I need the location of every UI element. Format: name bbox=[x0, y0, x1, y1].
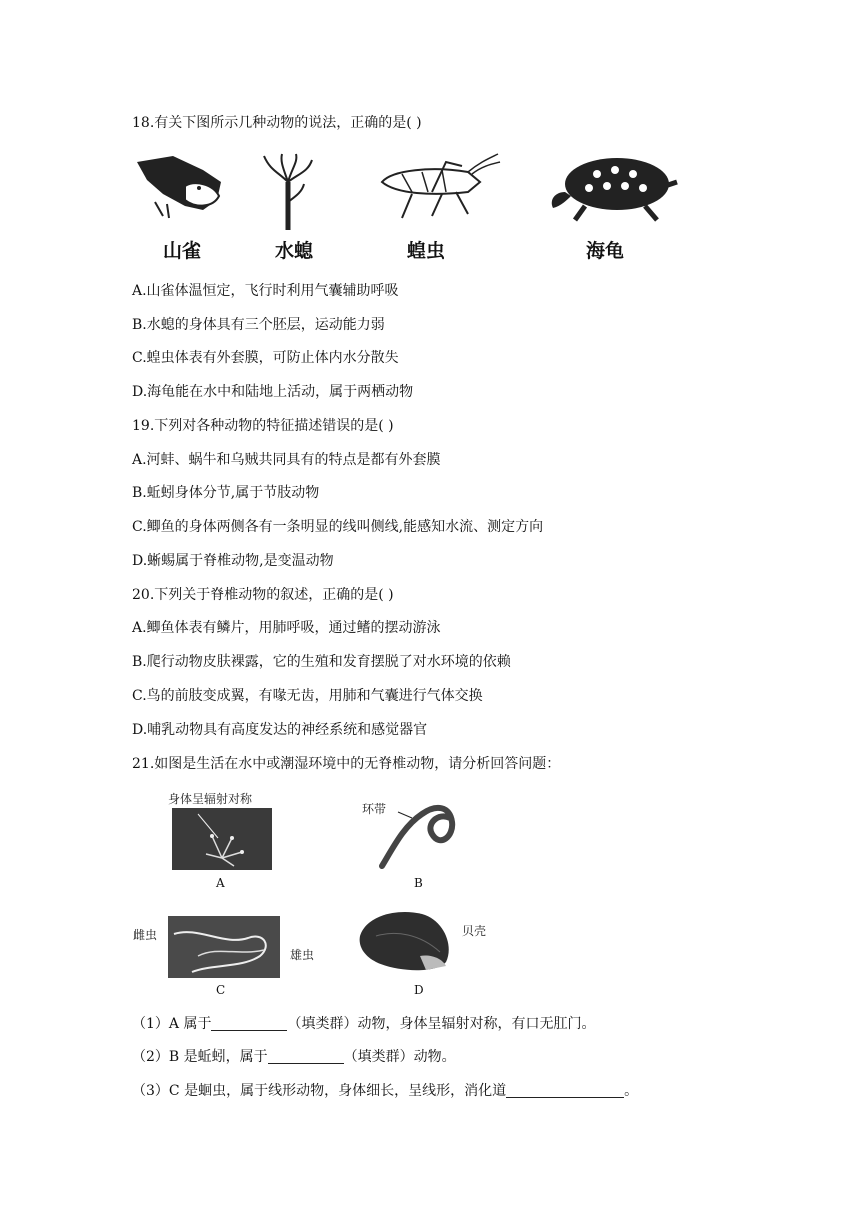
q21-sub2-suffix: （填类群）动物。 bbox=[343, 1049, 456, 1065]
fig-a-letter: A bbox=[216, 876, 225, 890]
q18-option-d: D.海龟能在水中和陆地上活动，属于两栖动物 bbox=[132, 384, 414, 400]
figure-c-roundworm-photo bbox=[168, 916, 280, 978]
q20-option-c: C.鸟的前肢变成翼，有喙无齿，用肺和气囊进行气体交换 bbox=[132, 688, 483, 704]
q20-stem: 20.下列关于脊椎动物的叙述，正确的是( ) bbox=[132, 587, 394, 603]
q18-stem: 18.有关下图所示几种动物的说法，正确的是( ) bbox=[132, 115, 422, 131]
fig-a-note: 身体呈辐射对称 bbox=[168, 792, 253, 806]
fig-d-note: 贝壳 bbox=[462, 924, 487, 938]
figure-b-earthworm-photo bbox=[374, 796, 474, 870]
sea-turtle-illustration bbox=[545, 152, 681, 224]
q19-option-d: D.蜥蜴属于脊椎动物,是变温动物 bbox=[132, 553, 334, 569]
fig-b-note: 环带 bbox=[362, 802, 387, 816]
q21-sub1-prefix: （1）A 属于 bbox=[132, 1016, 212, 1032]
q18-option-a: A.山雀体温恒定，飞行时利用气囊辅助呼吸 bbox=[132, 283, 399, 299]
animal-label-turtle: 海龟 bbox=[586, 240, 625, 262]
q21-sub1-suffix: （填类群）动物，身体呈辐射对称，有口无肛门。 bbox=[287, 1016, 596, 1032]
q18-option-b: B.水螅的身体具有三个胚层，运动能力弱 bbox=[132, 317, 385, 333]
q20-option-d: D.哺乳动物具有高度发达的神经系统和感觉器官 bbox=[132, 722, 428, 738]
animal-label-bird: 山雀 bbox=[163, 240, 202, 262]
fig-c-right-note: 雄虫 bbox=[290, 948, 315, 962]
q21-sub1 bbox=[132, 1014, 595, 1034]
figure-a-hydra-photo bbox=[172, 808, 272, 870]
bird-illustration bbox=[133, 152, 229, 222]
animal-label-grasshopper: 蝗虫 bbox=[407, 240, 446, 262]
figure-d-mussel-photo bbox=[356, 906, 456, 976]
fig-d-letter: D bbox=[414, 983, 424, 997]
q19-option-a: A.河蚌、蜗牛和乌贼共同具有的特点是都有外套膜 bbox=[132, 452, 441, 468]
q21-sub1-blank[interactable] bbox=[211, 1016, 287, 1031]
q21-sub2 bbox=[132, 1047, 456, 1067]
q21-sub2-blank[interactable] bbox=[268, 1049, 344, 1064]
q21-sub3-suffix: 。 bbox=[624, 1083, 639, 1099]
fig-c-left-note: 雌虫 bbox=[133, 928, 158, 942]
q19-option-c: C.鲫鱼的身体两侧各有一条明显的线叫侧线,能感知水流、测定方向 bbox=[132, 519, 544, 535]
q21-sub3-prefix: （3）C 是蛔虫，属于线形动物，身体细长，呈线形，消化道 bbox=[132, 1083, 507, 1099]
hydra-illustration bbox=[258, 152, 318, 232]
q19-stem: 19.下列对各种动物的特征描述错误的是( ) bbox=[132, 418, 394, 434]
grasshopper-illustration bbox=[372, 152, 502, 224]
fig-b-letter: B bbox=[414, 876, 423, 890]
q21-sub2-prefix: （2）B 是蚯蚓，属于 bbox=[132, 1049, 268, 1065]
q18-option-c: C.蝗虫体表有外套膜，可防止体内水分散失 bbox=[132, 350, 399, 366]
q19-option-b: B.蚯蚓身体分节,属于节肢动物 bbox=[132, 485, 320, 501]
q20-option-b: B.爬行动物皮肤裸露，它的生殖和发育摆脱了对水环境的依赖 bbox=[132, 654, 511, 670]
q21-sub3 bbox=[132, 1081, 638, 1101]
animal-label-hydra: 水螅 bbox=[275, 240, 314, 262]
q21-stem: 21.如图是生活在水中或潮湿环境中的无脊椎动物，请分析回答问题： bbox=[132, 756, 561, 772]
fig-c-letter: C bbox=[216, 983, 226, 997]
q20-option-a: A.鲫鱼体表有鳞片，用肺呼吸，通过鳍的摆动游泳 bbox=[132, 620, 441, 636]
q21-sub3-blank[interactable] bbox=[506, 1083, 624, 1098]
